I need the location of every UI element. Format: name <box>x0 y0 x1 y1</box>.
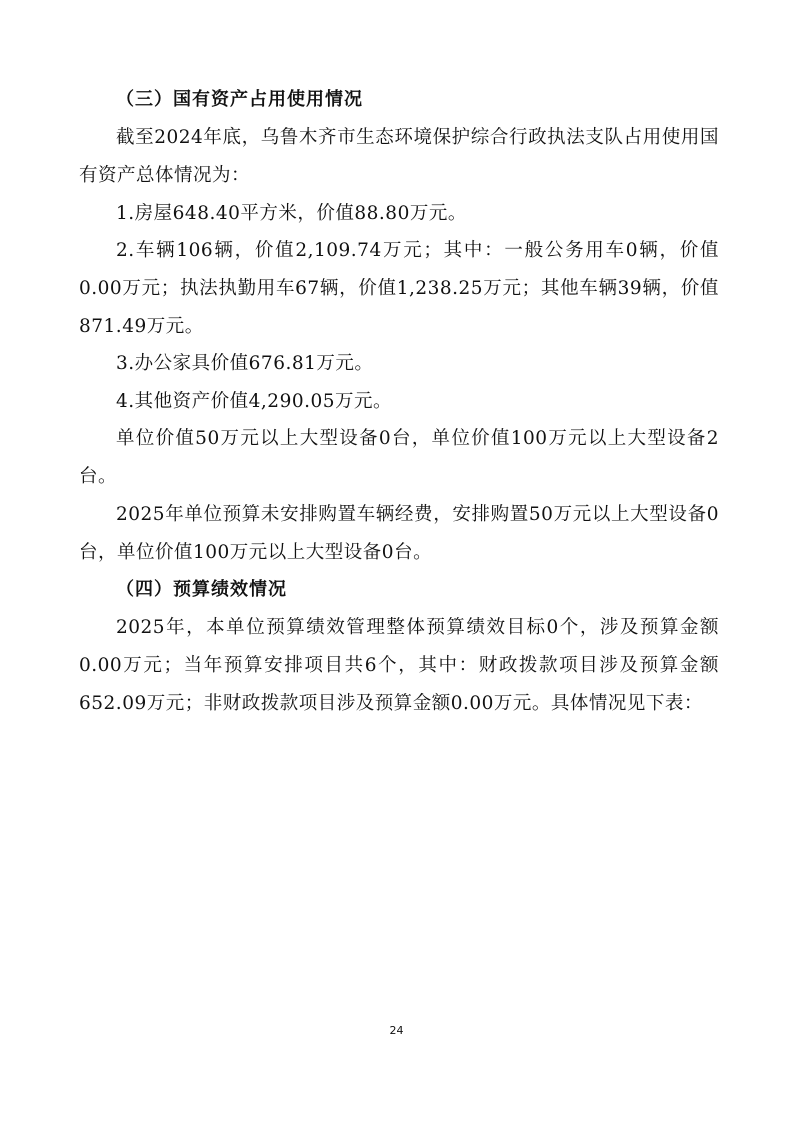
budget-2025-paragraph: 2025年单位预算未安排购置车辆经费，安排购置50万元以上大型设备0台，单位价值100万元以上大型设备0台。 <box>79 504 719 563</box>
item-furniture: 3.办公家具价值676.81万元。 <box>116 353 374 374</box>
assets-intro-paragraph: 截至2024年底，乌鲁木齐市生态环境保护综合行政执法支队占用使用国有资产总体情况为： <box>79 127 719 186</box>
equipment-paragraph: 单位价值50万元以上大型设备0台，单位价值100万元以上大型设备2台。 <box>79 428 719 487</box>
item-other-assets: 4.其他资产价值4,290.05万元。 <box>116 391 393 412</box>
page-number: 24 <box>389 1024 404 1037</box>
performance-paragraph: 2025年，本单位预算绩效管理整体预算绩效目标0个，涉及预算金额0.00万元；当年预算安排项目共6个，其中：财政拨款项目涉及预算金额652.09万元；非财政拨款项目涉及预算金额0.00万元。具体情况见下表： <box>79 617 719 714</box>
section-heading-performance: （四）预算绩效情况 <box>116 579 287 600</box>
item-housing: 1.房屋648.40平方米，价值88.80万元。 <box>116 203 467 224</box>
section-heading-state-assets: （三）国有资产占用使用情况 <box>116 89 363 110</box>
item-vehicles: 2.车辆106辆，价值2,109.74万元；其中：一般公务用车0辆，价值0.00万元；执法执勤用车67辆，价值1,238.25万元；其他车辆39辆，价值871.49万元。 <box>79 240 719 337</box>
